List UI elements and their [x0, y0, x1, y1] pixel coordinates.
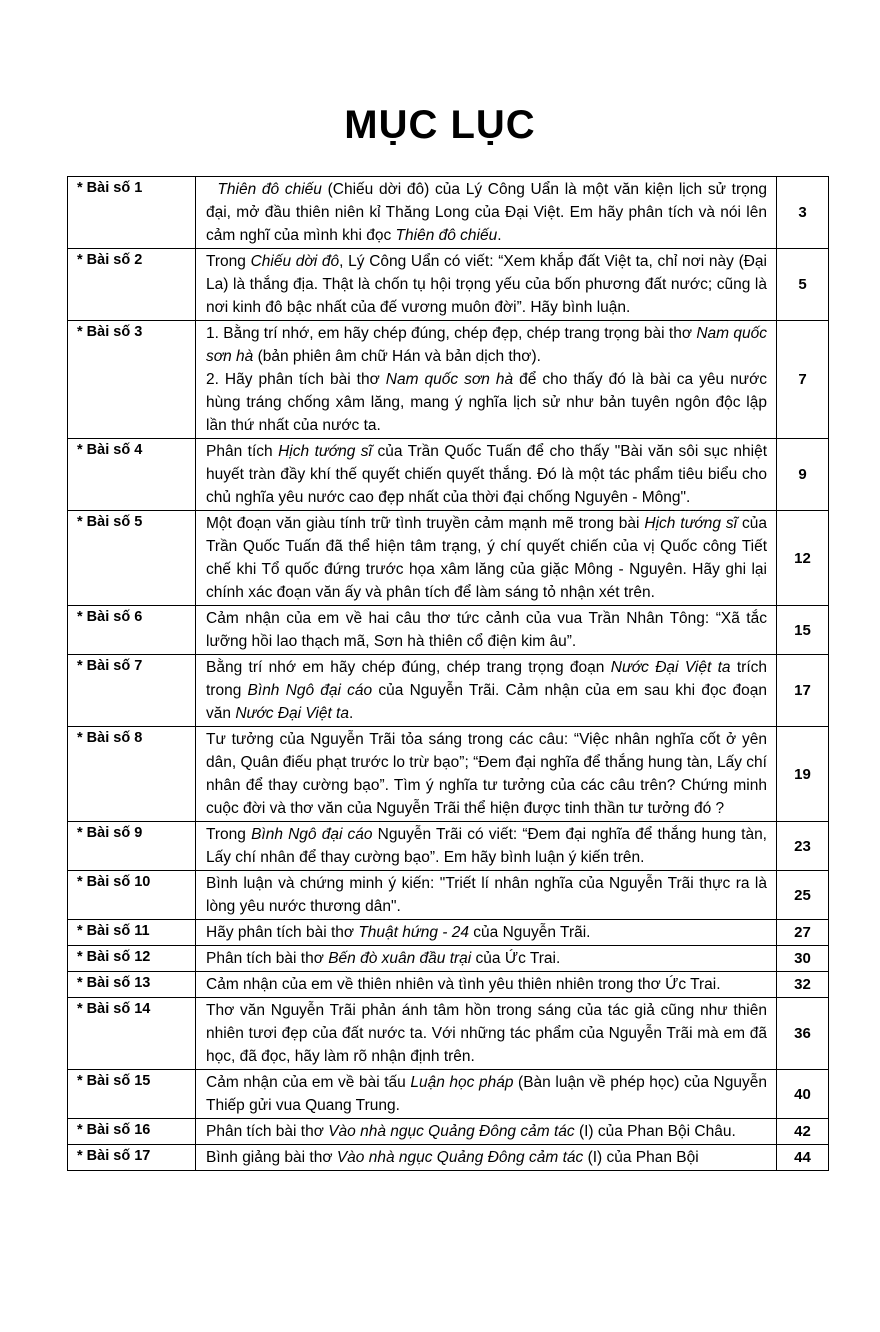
toc-row: [68, 920, 829, 946]
toc-item-description: Trong Chiếu dời đô, Lý Công Uẩn có viết: “Xem khắp đất Việt ta, chỉ nơi này (Đại La) là thắng địa. Thật là chốn tụ hội trọng yếu của bốn phương đất nước; cũng là nơi kinh đô bậc nhất của đế vương muôn đời”. Hãy bình luận.: [196, 249, 777, 321]
toc-row: [68, 998, 829, 1070]
toc-item-number: * Bài số 8: [68, 727, 196, 822]
toc-item-description: Cảm nhận của em về hai câu thơ tức cảnh của vua Trần Nhân Tông: “Xã tắc lưỡng hồi lao thạch mã, Sơn hà thiên cổ điện kim âu”.: [196, 606, 777, 655]
toc-item-number: * Bài số 16: [68, 1119, 196, 1145]
toc-row: [68, 439, 829, 511]
toc-item-page-number: 40: [777, 1070, 829, 1119]
toc-item-description: Bình giảng bài thơ Vào nhà ngục Quảng Đông cảm tác (I) của Phan Bội: [196, 1145, 777, 1171]
toc-item-number: * Bài số 6: [68, 606, 196, 655]
toc-item-number: * Bài số 11: [68, 920, 196, 946]
toc-item-page-number: 12: [777, 511, 829, 606]
toc-item-page-number: 44: [777, 1145, 829, 1171]
toc-row: [68, 972, 829, 998]
toc-row: [68, 727, 829, 822]
toc-row: [68, 871, 829, 920]
toc-item-page-number: 17: [777, 655, 829, 727]
page-title: MỤC LỤC: [344, 103, 536, 147]
toc-item-page-number: 32: [777, 972, 829, 998]
toc-row: [68, 177, 829, 249]
toc-item-description: Hãy phân tích bài thơ Thuật hứng - 24 của Nguyễn Trãi.: [196, 920, 777, 946]
toc-body: [68, 177, 829, 1171]
toc-item-page-number: 42: [777, 1119, 829, 1145]
toc-item-number: * Bài số 12: [68, 946, 196, 972]
toc-row: [68, 321, 829, 439]
toc-item-description: Bằng trí nhớ em hãy chép đúng, chép trang trọng đoạn Nước Đại Việt ta trích trong Bình Ngô đại cáo của Nguyễn Trãi. Cảm nhận của em sau khi đọc đoạn văn Nước Đại Việt ta.: [196, 655, 777, 727]
toc-item-number: * Bài số 13: [68, 972, 196, 998]
toc-item-description: Một đoạn văn giàu tính trữ tình truyền cảm mạnh mẽ trong bài Hịch tướng sĩ của Trần Quốc Tuấn đã thể hiện tâm trạng, ý chí quyết chiến của vị Quốc công Tiết chế khi Tổ quốc đứng trước họa xâm lăng của giặc Mông - Nguyên. Hãy ghi lại chính xác đoạn văn ấy và phân tích để làm sáng tỏ nhận xét trên.: [196, 511, 777, 606]
toc-item-number: * Bài số 3: [68, 321, 196, 439]
toc-item-description: Bình luận và chứng minh ý kiến: "Triết lí nhân nghĩa của Nguyễn Trãi thực ra là lòng yêu nước thương dân".: [196, 871, 777, 920]
toc-item-number: * Bài số 7: [68, 655, 196, 727]
toc-item-description: Cảm nhận của em về thiên nhiên và tình yêu thiên nhiên trong thơ Ức Trai.: [196, 972, 777, 998]
toc-row: [68, 1145, 829, 1171]
toc-item-number: * Bài số 1: [68, 177, 196, 249]
toc-item-number: * Bài số 15: [68, 1070, 196, 1119]
toc-row: [68, 822, 829, 871]
toc-item-description: Trong Bình Ngô đại cáo Nguyễn Trãi có viết: “Đem đại nghĩa để thắng hung tàn, Lấy chí nhân để thay cường bạo”. Em hãy bình luận ý kiến trên.: [196, 822, 777, 871]
toc-item-page-number: 25: [777, 871, 829, 920]
toc-item-description: Phân tích Hịch tướng sĩ của Trần Quốc Tuấn để cho thấy "Bài văn sôi sục nhiệt huyết tràn đầy khí thế quyết chiến quyết thắng. Đó là một tác phẩm tiêu biểu cho chủ nghĩa yêu nước cao đẹp nhất của thời đại chống Nguyên - Mông".: [196, 439, 777, 511]
toc-item-number: * Bài số 10: [68, 871, 196, 920]
toc-item-number: * Bài số 9: [68, 822, 196, 871]
toc-row: [68, 946, 829, 972]
toc-item-number: * Bài số 4: [68, 439, 196, 511]
toc-row: [68, 606, 829, 655]
toc-row: [68, 249, 829, 321]
toc-row: [68, 511, 829, 606]
toc-item-description: Cảm nhận của em về bài tấu Luận học pháp (Bàn luận về phép học) của Nguyễn Thiếp gửi vua Quang Trung.: [196, 1070, 777, 1119]
toc-item-page-number: 19: [777, 727, 829, 822]
toc-item-page-number: 36: [777, 998, 829, 1070]
toc-item-number: * Bài số 14: [68, 998, 196, 1070]
toc-item-number: * Bài số 17: [68, 1145, 196, 1171]
toc-item-description: Phân tích bài thơ Bến đò xuân đầu trại của Ức Trai.: [196, 946, 777, 972]
toc-item-page-number: 23: [777, 822, 829, 871]
toc-row: [68, 1070, 829, 1119]
toc-item-page-number: 27: [777, 920, 829, 946]
toc-item-page-number: 9: [777, 439, 829, 511]
toc-item-number: * Bài số 5: [68, 511, 196, 606]
toc-item-page-number: 7: [777, 321, 829, 439]
toc-row: [68, 655, 829, 727]
toc-item-description: Thơ văn Nguyễn Trãi phản ánh tâm hồn trong sáng của tác giả cũng như thiên nhiên tươi đẹp của đất nước ta. Với những tác phẩm của Nguyễn Trãi mà em đã học, đã đọc, hãy làm rõ nhận định trên.: [196, 998, 777, 1070]
table-of-contents: [67, 176, 829, 1171]
toc-row: [68, 1119, 829, 1145]
toc-item-description: 1. Bằng trí nhớ, em hãy chép đúng, chép đẹp, chép trang trọng bài thơ Nam quốc sơn hà (bản phiên âm chữ Hán và bản dịch thơ). 2. Hãy phân tích bài thơ Nam quốc sơn hà để cho thấy đó là bài ca yêu nước hùng tráng chống xâm lăng, mang ý nghĩa lịch sử như bản tuyên ngôn độc lập lần thứ nhất của nước ta.: [196, 321, 777, 439]
toc-item-page-number: 15: [777, 606, 829, 655]
toc-item-page-number: 3: [777, 177, 829, 249]
toc-item-number: * Bài số 2: [68, 249, 196, 321]
toc-item-page-number: 30: [777, 946, 829, 972]
toc-item-description: Phân tích bài thơ Vào nhà ngục Quảng Đông cảm tác (I) của Phan Bội Châu.: [196, 1119, 777, 1145]
toc-item-page-number: 5: [777, 249, 829, 321]
toc-item-description: Thiên đô chiếu (Chiếu dời đô) của Lý Công Uẩn là một văn kiện lịch sử trọng đại, mở đầu thiên niên kỉ Thăng Long của Đại Việt. Em hãy phân tích và nói lên cảm nghĩ của mình khi đọc Thiên đô chiếu.: [196, 177, 777, 249]
toc-item-description: Tư tưởng của Nguyễn Trãi tỏa sáng trong các câu: “Việc nhân nghĩa cốt ở yên dân, Quân điếu phạt trước lo trừ bạo”; “Đem đại nghĩa để thắng hung tàn, Lấy chí nhân để thay cường bạo”. Tìm ý nghĩa tư tưởng của các câu trên? Chứng minh cuộc đời và thơ văn của Nguyễn Trãi thể hiện được tinh thần tư tưởng đó ?: [196, 727, 777, 822]
